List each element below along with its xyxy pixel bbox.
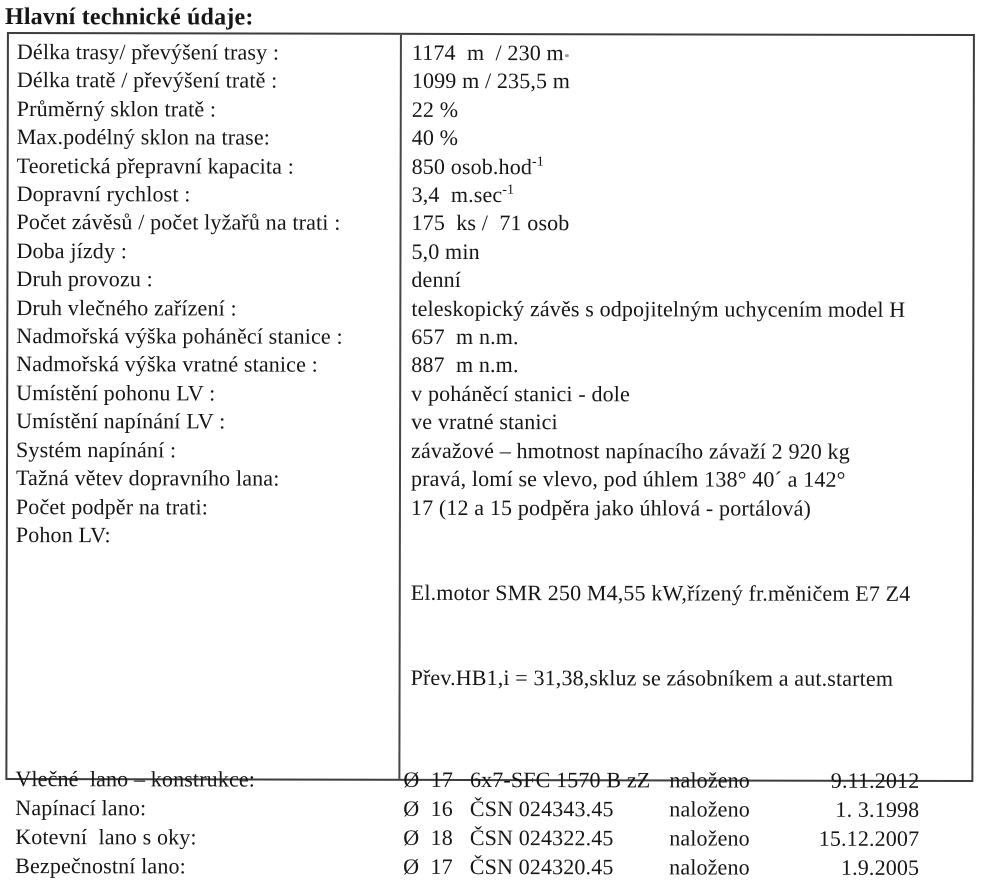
row-value: denní — [411, 267, 462, 293]
table-row — [8, 464, 972, 494]
row-value — [400, 181, 973, 211]
table-row — [8, 436, 972, 466]
value-line-2: Přev.HB1,i = 31,38,skluz se zásobníkem a aut.startem — [410, 664, 894, 691]
row-value: 657 m n.m. — [411, 323, 519, 350]
row-label: Nadmořská výška poháněcí stanice : — [16, 323, 343, 349]
row-value: 887 m n.m. — [411, 352, 519, 378]
row-value — [398, 794, 971, 824]
value-base: 850 osob.hod — [411, 153, 533, 179]
row-label: Napínací lano: — [15, 795, 147, 821]
table-row — [9, 95, 973, 125]
row-label: Tažná větev dopravního lana: — [15, 465, 280, 491]
page-title: Hlavní technické údaje: — [4, 4, 254, 31]
row-value: ve vratné stanici — [411, 409, 558, 435]
row-value: 5,0 min — [411, 238, 480, 264]
table-row-pohon-lv — [7, 521, 971, 750]
table-row — [8, 350, 972, 380]
row-label: Max.podélný sklon na trase: — [16, 124, 271, 150]
row-label: Nadmořská výška vratné stanice : — [16, 351, 318, 378]
table-row — [8, 265, 972, 295]
row-label: Kotevní lano s oky: — [15, 824, 197, 850]
value-base: 3,4 m.sec — [411, 181, 503, 208]
row-value — [400, 152, 973, 182]
rope-date: 1. 3.1998 — [835, 796, 920, 823]
row-value: 1174 m / 230 m — [411, 39, 564, 66]
row-label: Vlečné lano – konstrukce: — [15, 766, 256, 792]
rope-spec: Ø 17 ČSN 024320.45 — [403, 854, 614, 880]
row-value — [398, 765, 971, 795]
value-line-1: El.motor SMR 250 M4,55 kW,řízený fr.měničem E7 Z4 — [410, 579, 911, 606]
table-row — [8, 493, 972, 523]
row-label: Bezpečnostní lano: — [15, 853, 186, 879]
rope-date: 15.12.2007 — [818, 825, 920, 852]
rope-spec: Ø 18 ČSN 024322.45 — [403, 825, 614, 851]
scan-speck — [565, 54, 569, 57]
technical-data-table — [5, 32, 975, 881]
table-row — [9, 66, 973, 96]
row-label: Druh provozu : — [16, 266, 153, 292]
row-value: 175 ks / 71 osob — [411, 210, 570, 236]
row-label: Pohon LV: — [15, 521, 111, 548]
rope-row — [7, 851, 971, 882]
row-value: 40 % — [411, 125, 459, 151]
row-label: Počet závěsů / počet lyžařů na trati : — [16, 209, 341, 236]
table-row — [8, 379, 972, 409]
row-label: Systém napínání : — [16, 436, 177, 463]
rope-loaded-label: naloženo — [669, 825, 750, 851]
row-value: 1099 m / 235,5 m — [411, 68, 571, 94]
row-label: Umístění napínání LV : — [16, 408, 226, 434]
row-value — [398, 852, 971, 882]
rope-spec: Ø 17 6x7-SFC 1570 B zZ — [403, 767, 651, 793]
row-label: Teoretická přepravní kapacita : — [16, 152, 295, 179]
row-label: Dopravní rychlost : — [16, 181, 191, 207]
table-row — [9, 152, 973, 182]
table-row — [8, 322, 972, 352]
rope-row — [7, 793, 971, 824]
rope-loaded-label: naloženo — [669, 854, 750, 880]
row-value: pravá, lomí se vlevo, pod úhlem 138° 40´ a 142° — [410, 465, 846, 492]
row-value: 17 (12 a 15 podpěra jako úhlová - portálová) — [410, 494, 812, 521]
rope-row — [7, 764, 971, 795]
row-label: Průměrný sklon tratě : — [16, 95, 217, 122]
superscript-exponent: -1 — [532, 154, 544, 170]
table-row — [8, 407, 972, 437]
rope-date: 9.11.2012 — [830, 767, 920, 794]
table-row — [8, 294, 972, 324]
table-row — [9, 38, 973, 68]
row-value: teleskopický závěs s odpojitelným uchycením model H — [411, 295, 906, 322]
row-label: Druh vlečného zařízení : — [16, 294, 237, 321]
table-row — [9, 208, 973, 238]
row-value — [398, 522, 971, 750]
rope-loaded-label: naloženo — [669, 796, 750, 822]
row-label: Počet podpěr na trati: — [15, 493, 209, 519]
row-value: závažové – hmotnost napínacího závaží 2 920 kg — [411, 437, 850, 464]
rope-date: 1.9.2005 — [840, 854, 920, 881]
row-value: v poháněcí stanici - dole — [411, 380, 630, 407]
table-row — [9, 180, 973, 210]
row-label: Délka tratě / převýšení tratě : — [16, 67, 278, 93]
row-value — [398, 823, 971, 853]
row-label: Délka trasy/ převýšení trasy : — [16, 39, 280, 65]
rope-spec: Ø 16 ČSN 024343.45 — [403, 796, 614, 822]
table-row — [8, 237, 972, 267]
rope-row — [7, 822, 971, 853]
row-label: Umístění pohonu LV : — [16, 379, 216, 406]
table-row — [9, 123, 973, 153]
row-label: Doba jízdy : — [16, 237, 128, 264]
superscript-exponent: -1 — [502, 182, 514, 198]
rope-loaded-label: naloženo — [669, 767, 751, 793]
row-value: 22 % — [411, 96, 459, 122]
